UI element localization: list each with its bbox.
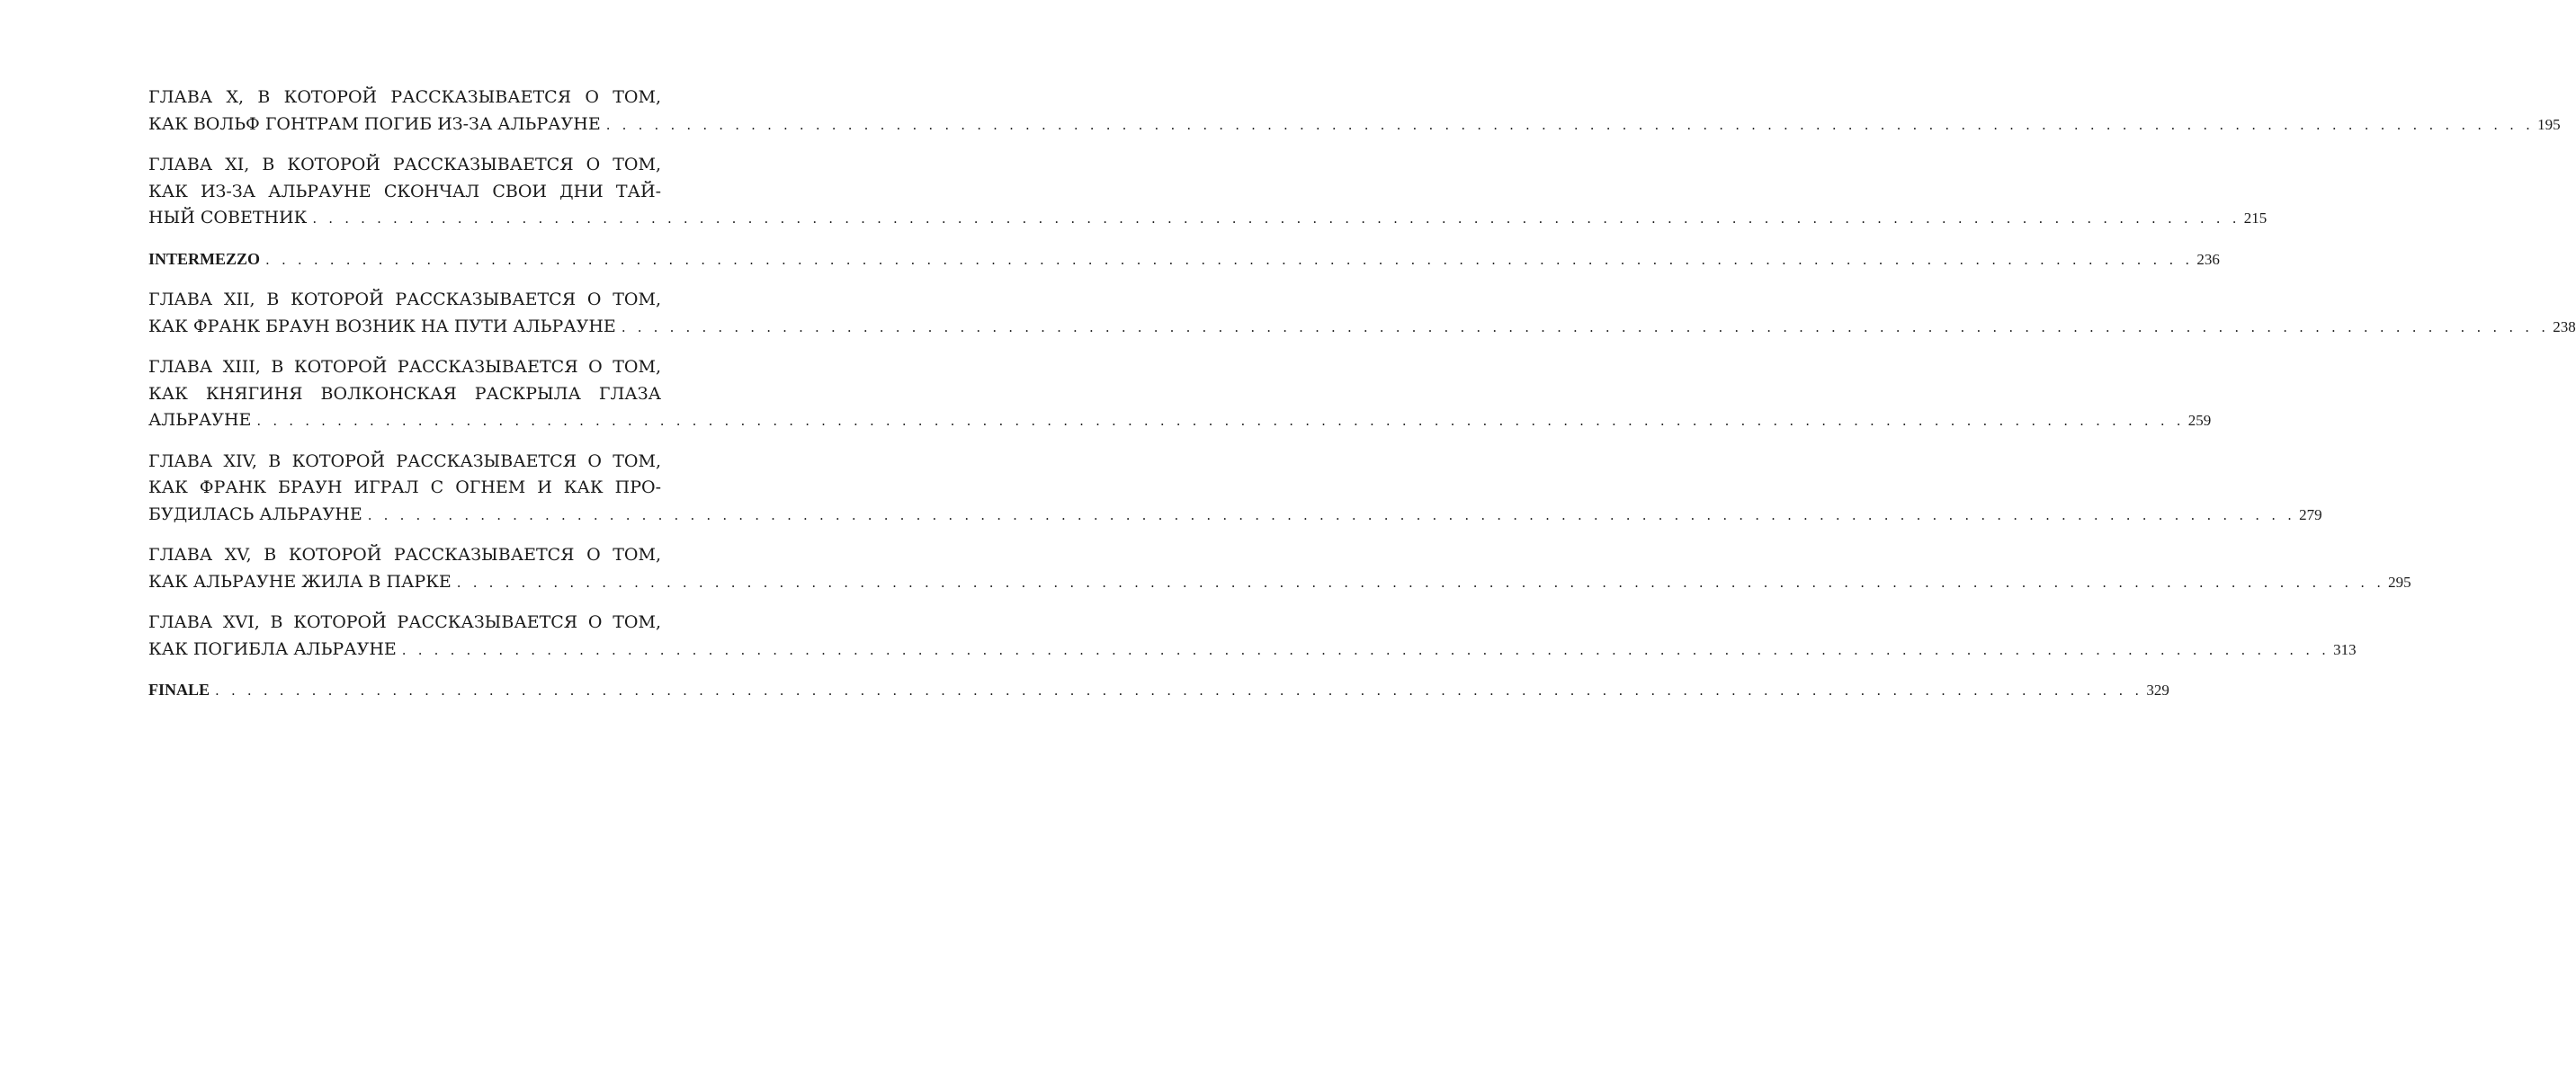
toc-entry-final-line bbox=[148, 111, 2561, 138]
toc-entry-final-line bbox=[148, 246, 2220, 273]
toc-entry-title-line: ГЛАВА XVI, В КОТОРОЙ РАССКАЗЫВАЕТСЯ О ТОМ, bbox=[148, 612, 661, 632]
toc-entry-title-line: ГЛАВА X, В КОТОРОЙ РАССКАЗЫВАЕТСЯ О ТОМ, bbox=[148, 87, 661, 107]
toc-entry-title-line: ГЛАВА XI, В КОТОРОЙ РАССКАЗЫВАЕТСЯ О ТОМ, bbox=[148, 155, 661, 174]
toc-entry-title-line: ГЛАВА XIV, В КОТОРОЙ РАССКАЗЫВАЕТСЯ О ТОМ, bbox=[148, 450, 661, 471]
toc-section-title: FINALE bbox=[148, 681, 210, 699]
dot-leader: . . . . . . . . . . . . . . . . . . . . . . . . . . . . . . . . . . . . . . . . . . . . . . . . . . . . . . . . . . . . . . . . . . . . . . . . . . . . . . . . . . . . . . . . . . . . . . . . . . . . . . . . . . . . . . . . . . . . . . . . bbox=[312, 210, 2241, 227]
toc-entry-final-line bbox=[148, 205, 2267, 232]
toc-entry-final-line bbox=[148, 677, 2169, 704]
dot-leader: . . . . . . . . . . . . . . . . . . . . . . . . . . . . . . . . . . . . . . . . . . . . . . . . . . . . . . . . . . . . . . . . . . . . . . . . . . . . . . . . . . . . . . . . . . . . . . . . . . . . . . . . . . . . . . . . . . . . . . . . bbox=[401, 641, 2330, 658]
toc-entry-title-end: АЛЬРАУНЕ bbox=[148, 410, 252, 430]
dot-leader: . . . . . . . . . . . . . . . . . . . . . . . . . . . . . . . . . . . . . . . . . . . . . . . . . . . . . . . . . . . . . . . . . . . . . . . . . . . . . . . . . . . . . . . . . . . . . . . . . . . . . . . . . . . . . . . . . . . . . . . . bbox=[621, 318, 2550, 335]
page-number: 195 bbox=[2537, 115, 2561, 133]
dot-leader: . . . . . . . . . . . . . . . . . . . . . . . . . . . . . . . . . . . . . . . . . . . . . . . . . . . . . . . . . . . . . . . . . . . . . . . . . . . . . . . . . . . . . . . . . . . . . . . . . . . . . . . . . . . . . . . . . . . . . . . . bbox=[265, 251, 2194, 268]
page-number: 329 bbox=[2146, 682, 2169, 699]
toc-entry[interactable] bbox=[148, 287, 2576, 340]
page-number: 279 bbox=[2299, 505, 2322, 523]
page-number: 236 bbox=[2196, 250, 2220, 268]
table-of-contents bbox=[148, 85, 2576, 718]
dot-leader: . . . . . . . . . . . . . . . . . . . . . . . . . . . . . . . . . . . . . . . . . . . . . . . . . . . . . . . . . . . . . . . . . . . . . . . . . . . . . . . . . . . . . . . . . . . . . . . . . . . . . . . . . . . . . . . . . . . . . . . . bbox=[256, 413, 2185, 429]
page-number: 295 bbox=[2388, 573, 2411, 591]
toc-entry[interactable] bbox=[148, 542, 2411, 595]
dot-leader: . . . . . . . . . . . . . . . . . . . . . . . . . . . . . . . . . . . . . . . . . . . . . . . . . . . . . . . . . . . . . . . . . . . . . . . . . . . . . . . . . . . . . . . . . . . . . . . . . . . . . . . . . . . . . . . . . . . . . . . . bbox=[456, 574, 2385, 591]
dot-leader: . . . . . . . . . . . . . . . . . . . . . . . . . . . . . . . . . . . . . . . . . . . . . . . . . . . . . . . . . . . . . . . . . . . . . . . . . . . . . . . . . . . . . . . . . . . . . . . . . . . . . . . . . . . . . . . . . . . . . . . . bbox=[215, 682, 2143, 699]
toc-entry-final-line bbox=[148, 502, 2322, 529]
toc-entry-title-line: ГЛАВА XII, В КОТОРОЙ РАССКАЗЫВАЕТСЯ О ТОМ, bbox=[148, 290, 661, 309]
toc-entry-final-line bbox=[148, 407, 2212, 434]
dot-leader: . . . . . . . . . . . . . . . . . . . . . . . . . . . . . . . . . . . . . . . . . . . . . . . . . . . . . . . . . . . . . . . . . . . . . . . . . . . . . . . . . . . . . . . . . . . . . . . . . . . . . . . . . . . . . . . . . . . . . . . . bbox=[605, 116, 2535, 133]
toc-entry-title-end: КАК ПОГИБЛА АЛЬРАУНЕ bbox=[148, 638, 397, 659]
toc-section-title: INTERMEZZO bbox=[148, 249, 261, 268]
toc-entry-title-end: КАК АЛЬРАУНЕ ЖИЛА В ПАРКЕ bbox=[148, 571, 452, 592]
page-number: 215 bbox=[2243, 210, 2267, 227]
toc-entry-title-line: КАК КНЯГИНЯ ВОЛКОНСКАЯ РАСКРЫЛА ГЛАЗА bbox=[148, 383, 661, 404]
toc-entry-title-line: КАК ИЗ-ЗА АЛЬРАУНЕ СКОНЧАЛ СВОИ ДНИ ТАЙ- bbox=[148, 181, 661, 201]
toc-entry[interactable] bbox=[148, 152, 2267, 232]
page-number: 313 bbox=[2333, 640, 2357, 658]
toc-entry-title-line: ГЛАВА XV, В КОТОРОЙ РАССКАЗЫВАЕТСЯ О ТОМ, bbox=[148, 545, 661, 565]
toc-entry-final-line bbox=[148, 569, 2411, 596]
toc-entry-title-line: ГЛАВА XIII, В КОТОРОЙ РАССКАЗЫВАЕТСЯ О ТОМ, bbox=[148, 357, 661, 377]
toc-entry[interactable] bbox=[148, 85, 2561, 138]
dot-leader: . . . . . . . . . . . . . . . . . . . . . . . . . . . . . . . . . . . . . . . . . . . . . . . . . . . . . . . . . . . . . . . . . . . . . . . . . . . . . . . . . . . . . . . . . . . . . . . . . . . . . . . . . . . . . . . . . . . . . . . . bbox=[367, 506, 2296, 523]
page-number: 238 bbox=[2553, 317, 2576, 335]
toc-entry-title-end: НЫЙ СОВЕТНИК bbox=[148, 208, 308, 227]
toc-entry[interactable] bbox=[148, 677, 2169, 704]
toc-entry-title-end: КАК ВОЛЬФ ГОНТРАМ ПОГИБ ИЗ-ЗА АЛЬРАУНЕ bbox=[148, 113, 601, 134]
page-number: 259 bbox=[2187, 412, 2212, 429]
toc-entry[interactable] bbox=[148, 354, 2212, 434]
toc-entry[interactable] bbox=[148, 449, 2322, 529]
toc-entry-final-line bbox=[148, 314, 2576, 341]
toc-entry-final-line bbox=[148, 637, 2357, 664]
toc-entry-title-end: БУДИЛАСЬ АЛЬРАУНЕ bbox=[148, 504, 362, 524]
toc-entry-title-line: КАК ФРАНК БРАУН ИГРАЛ С ОГНЕМ И КАК ПРО- bbox=[148, 477, 661, 497]
toc-entry-title-end: КАК ФРАНК БРАУН ВОЗНИК НА ПУТИ АЛЬРАУНЕ bbox=[148, 316, 616, 336]
toc-entry[interactable] bbox=[148, 246, 2220, 273]
toc-entry[interactable] bbox=[148, 610, 2357, 663]
